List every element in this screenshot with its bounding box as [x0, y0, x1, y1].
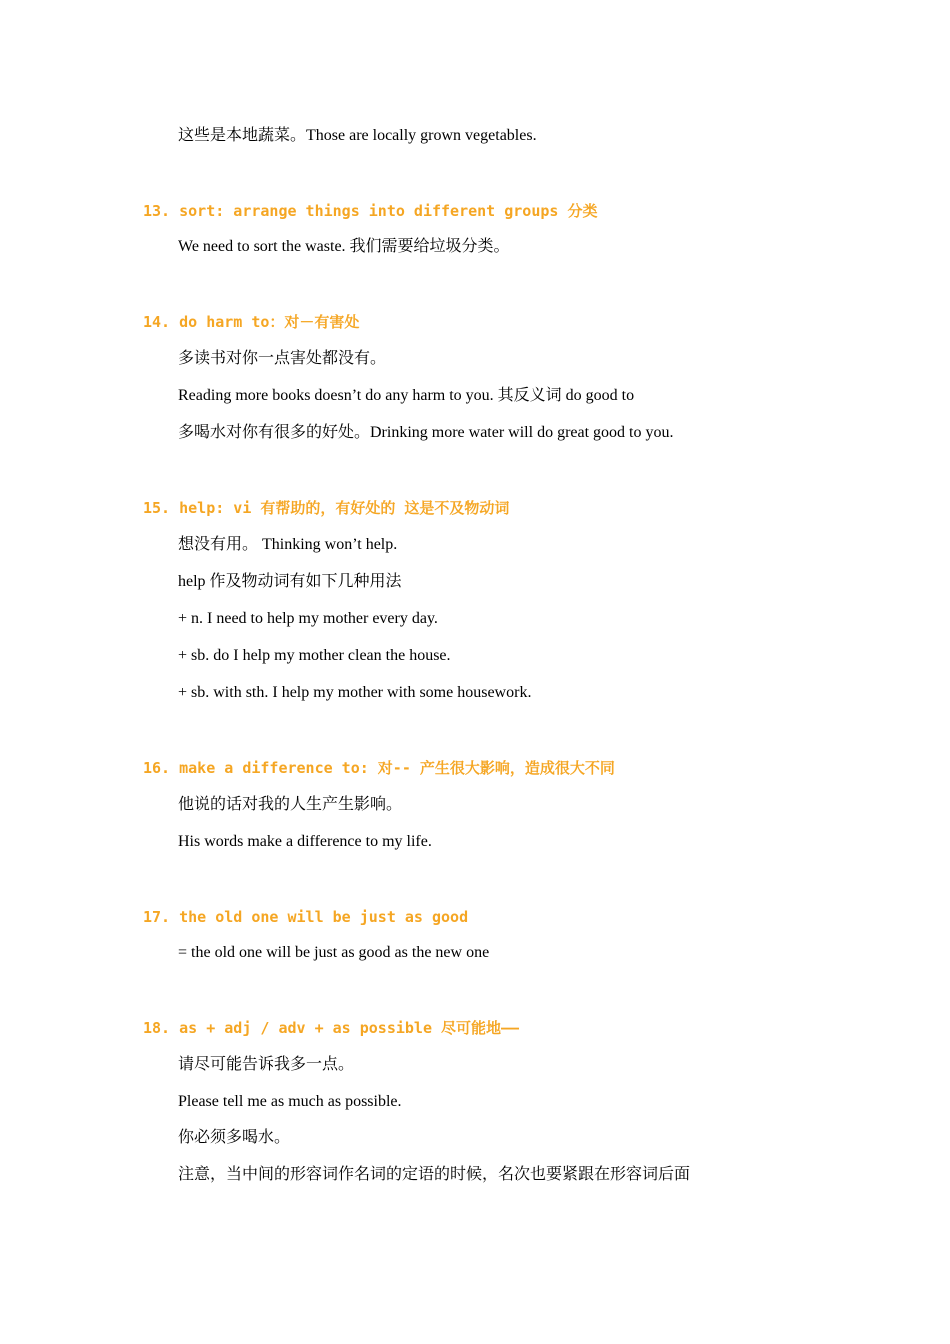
section-15-heading: 15. help: vi 有帮助的，有好处的 这是不及物动词	[143, 499, 510, 517]
section-18-line-2: Please tell me as much as possible.	[178, 1093, 402, 1110]
section-14-line-1: 多读书对你一点害处都没有。	[178, 350, 387, 367]
intro-line: 这些是本地蔬菜。Those are locally grown vegetables.	[178, 127, 537, 144]
section-15-line-2: help 作及物动词有如下几种用法	[178, 573, 402, 590]
section-18-line-4: 注意，当中间的形容词作名词的定语的时候，名次也要紧跟在形容词后面	[178, 1166, 691, 1183]
section-16-heading: 16. make a difference to: 对-- 产生很大影响，造成很大不同	[143, 759, 615, 777]
section-13-heading: 13. sort: arrange things into different groups 分类	[143, 202, 598, 220]
section-14-line-3: 多喝水对你有很多的好处。Drinking more water will do great good to you.	[178, 424, 674, 441]
section-16-line-1: 他说的话对我的人生产生影响。	[178, 796, 403, 813]
section-13-line-1: We need to sort the waste. 我们需要给垃圾分类。	[178, 238, 510, 255]
section-16-line-2: His words make a difference to my life.	[178, 833, 432, 850]
section-15-line-4: + sb. do I help my mother clean the house.	[178, 647, 451, 664]
section-14-heading: 14. do harm to：对－有害处	[143, 313, 360, 331]
section-17-heading: 17. the old one will be just as good	[143, 908, 469, 926]
section-15-line-5: + sb. with sth. I help my mother with some housework.	[178, 684, 532, 701]
section-18-heading: 18. as + adj / adv + as possible 尽可能地——	[143, 1019, 520, 1037]
section-15-line-1: 想没有用。 Thinking won’t help.	[178, 536, 398, 553]
section-14-line-2: Reading more books doesn’t do any harm to you. 其反义词 do good to	[178, 387, 635, 404]
section-18-line-1: 请尽可能告诉我多一点。	[178, 1056, 355, 1073]
section-18-line-3: 你必须多喝水。	[178, 1129, 291, 1146]
section-17-line-1: = the old one will be just as good as the new one	[178, 944, 490, 961]
section-15-line-3: + n. I need to help my mother every day.	[178, 610, 438, 627]
